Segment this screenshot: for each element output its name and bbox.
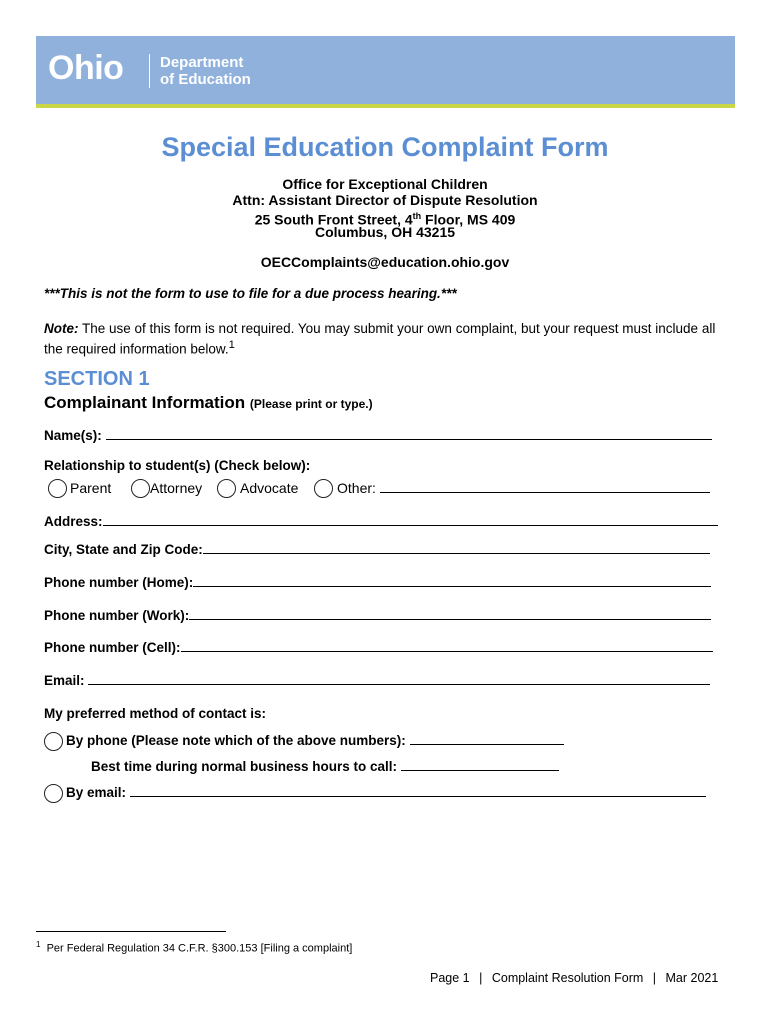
by-phone-input-line[interactable] <box>410 733 564 745</box>
footnote-rule <box>36 931 226 932</box>
attorney-option-label: Attorney <box>150 480 203 496</box>
disclaimer: ***This is not the form to use to file for a due process hearing.*** <box>44 286 457 301</box>
phone-home-field <box>44 575 711 590</box>
city-line: Columbus, OH 43215 <box>314 224 456 240</box>
form-date: Mar 2021 <box>665 971 719 985</box>
by-email-input-line[interactable] <box>130 785 706 797</box>
address-field <box>44 514 718 529</box>
page-footer <box>427 971 721 985</box>
advocate-option-label: Advocate <box>240 480 299 496</box>
names-label: Name(s): <box>44 428 102 443</box>
department-line2: of Education <box>160 71 251 88</box>
section-subheading: Complainant Information (Please print or type.) <box>44 393 373 412</box>
email-field <box>44 673 710 688</box>
logo-divider <box>149 54 150 88</box>
section-heading: SECTION 1 <box>44 368 150 390</box>
other-radio[interactable] <box>314 479 333 498</box>
by-phone-label: By phone (Please note which of the above numbers): <box>66 733 406 748</box>
best-time-label: Best time during normal business hours to call: <box>91 759 398 774</box>
other-option <box>337 480 710 496</box>
preferred-method-label: My preferred method of contact is: <box>44 706 267 721</box>
footer-separator-2: | <box>652 971 657 985</box>
address-input-line[interactable] <box>103 514 718 526</box>
phone-cell-field <box>44 640 713 655</box>
header-banner <box>36 36 735 104</box>
department-line1: Department <box>160 54 244 71</box>
by-phone-radio[interactable] <box>44 732 63 751</box>
footer-separator-1: | <box>479 971 483 985</box>
by-email-option <box>66 785 706 800</box>
by-email-radio[interactable] <box>44 784 63 803</box>
city-state-zip-input-line[interactable] <box>203 542 710 554</box>
city-state-zip-label: City, State and Zip Code: <box>44 542 203 557</box>
best-time-field <box>91 759 559 774</box>
department-name <box>160 54 251 88</box>
parent-radio[interactable] <box>48 479 67 498</box>
parent-option-label: Parent <box>70 480 112 496</box>
by-email-label: By email: <box>66 785 127 800</box>
phone-work-input-line[interactable] <box>189 608 711 620</box>
attorney-radio[interactable] <box>131 479 150 498</box>
ohio-logo: Ohio <box>48 49 124 87</box>
street-address: 25 South Front Street, 4th Floor, MS 409 <box>254 211 516 228</box>
names-field <box>44 428 712 443</box>
phone-home-input-line[interactable] <box>193 575 711 587</box>
note: Note: The use of this form is not required. You may submit your own complaint, but your request must include all the required information below.$^1$ <box>44 321 716 357</box>
best-time-input-line[interactable] <box>401 759 559 771</box>
names-input-line[interactable] <box>106 428 712 440</box>
email-input-line[interactable] <box>88 673 710 685</box>
phone-work-field <box>44 608 711 623</box>
city-state-zip-field <box>44 542 710 557</box>
form-name: Complaint Resolution Form <box>491 971 644 985</box>
phone-home-label: Phone number (Home): <box>44 575 194 590</box>
phone-cell-input-line[interactable] <box>181 640 713 652</box>
header-accent-line <box>36 104 735 108</box>
contact-email[interactable]: OECComplaints@education.ohio.gov <box>260 254 510 270</box>
phone-cell-label: Phone number (Cell): <box>44 640 181 655</box>
page-title: Special Education Complaint Form <box>161 132 609 162</box>
office-name: Office for Exceptional Children <box>282 176 488 192</box>
other-input-line[interactable] <box>380 481 710 493</box>
advocate-radio[interactable] <box>217 479 236 498</box>
by-phone-option <box>66 733 564 748</box>
footnote: $^1$ Per Federal Regulation 34 C.F.R. §300.153 [Filing a complaint] <box>36 940 353 955</box>
address-label: Address: <box>44 514 103 529</box>
other-option-label: Other: <box>337 480 376 496</box>
phone-work-label: Phone number (Work): <box>44 608 190 623</box>
email-label: Email: <box>44 673 85 688</box>
attention-line: Attn: Assistant Director of Dispute Resolution <box>232 192 538 208</box>
relationship-label: Relationship to student(s) (Check below): <box>44 458 311 473</box>
page-number: Page 1 <box>430 971 470 985</box>
